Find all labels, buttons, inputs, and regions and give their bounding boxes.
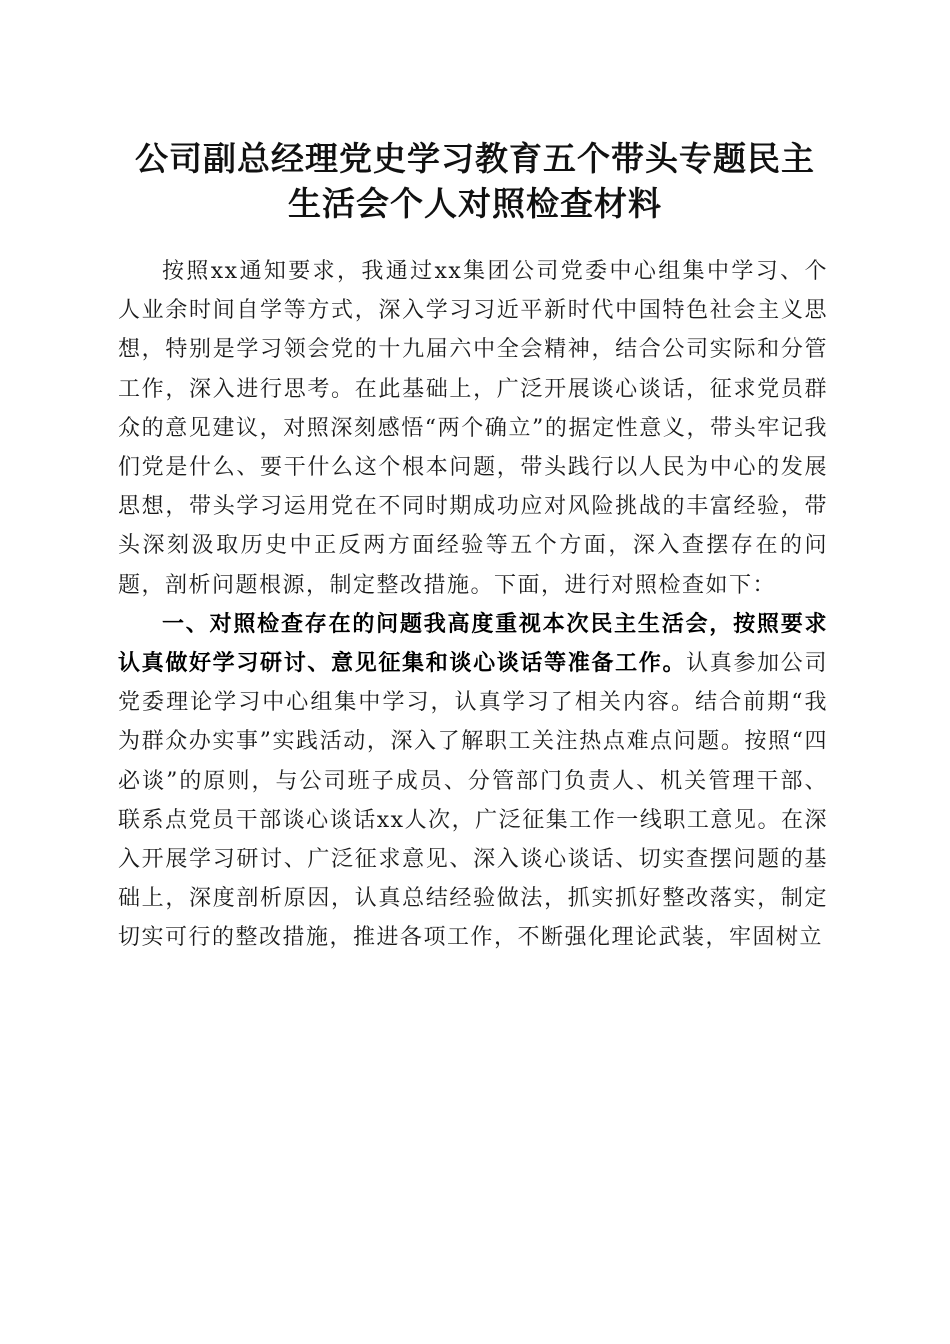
section-1-heading: 一、对照检查存在的问题我高度重视本次民主生活会，按照要求认真做好学习研讨、意见征集和谈心谈话等准备工作。	[118, 611, 828, 677]
document-title	[100, 136, 850, 226]
section-1-paragraph	[118, 605, 828, 958]
title-line-1: 公司副总经理党史学习教育五个带头专题民主	[135, 139, 815, 178]
section-1-body: 认真参加公司党委理论学习中心组集中学习，认真学习了相关内容。结合前期“我为群众办实事”实践活动，深入了解职工关注热点难点问题。按照“四必谈”的原则，与公司班子成员、分管部门负责人、机关管理干部、联系点党员干部谈心谈话xx人次，广泛征集工作一线职工意见。在深入开展学习研讨、广泛征求意见、深入谈心谈话、切实查摆问题的基础上，深度剖析原因，认真总结经验做法，抓实抓好整改落实，制定切实可行的整改措施，推进各项工作，不断强化理论武装，牢固树立	[118, 651, 828, 951]
intro-paragraph: 按照xx通知要求，我通过xx集团公司党委中心组集中学习、个人业余时间自学等方式，深入学习习近平新时代中国特色社会主义思想，特别是学习领会党的十九届六中全会精神，结合公司实际和分管工作，深入进行思考。在此基础上，广泛开展谈心谈话，征求党员群众的意见建议，对照深刻感悟“两个确立”的据定性意义，带头牢记我们党是什么、要干什么这个根本问题，带头践行以人民为中心的发展思想，带头学习运用党在不同时期成功应对风险挑战的丰富经验，带头深刻汲取历史中正反两方面经验等五个方面，深入查摆存在的问题，剖析问题根源，制定整改措施。下面，进行对照检查如下：	[118, 259, 828, 598]
document-body	[118, 252, 828, 958]
title-line-2: 生活会个人对照检查材料	[288, 184, 662, 223]
